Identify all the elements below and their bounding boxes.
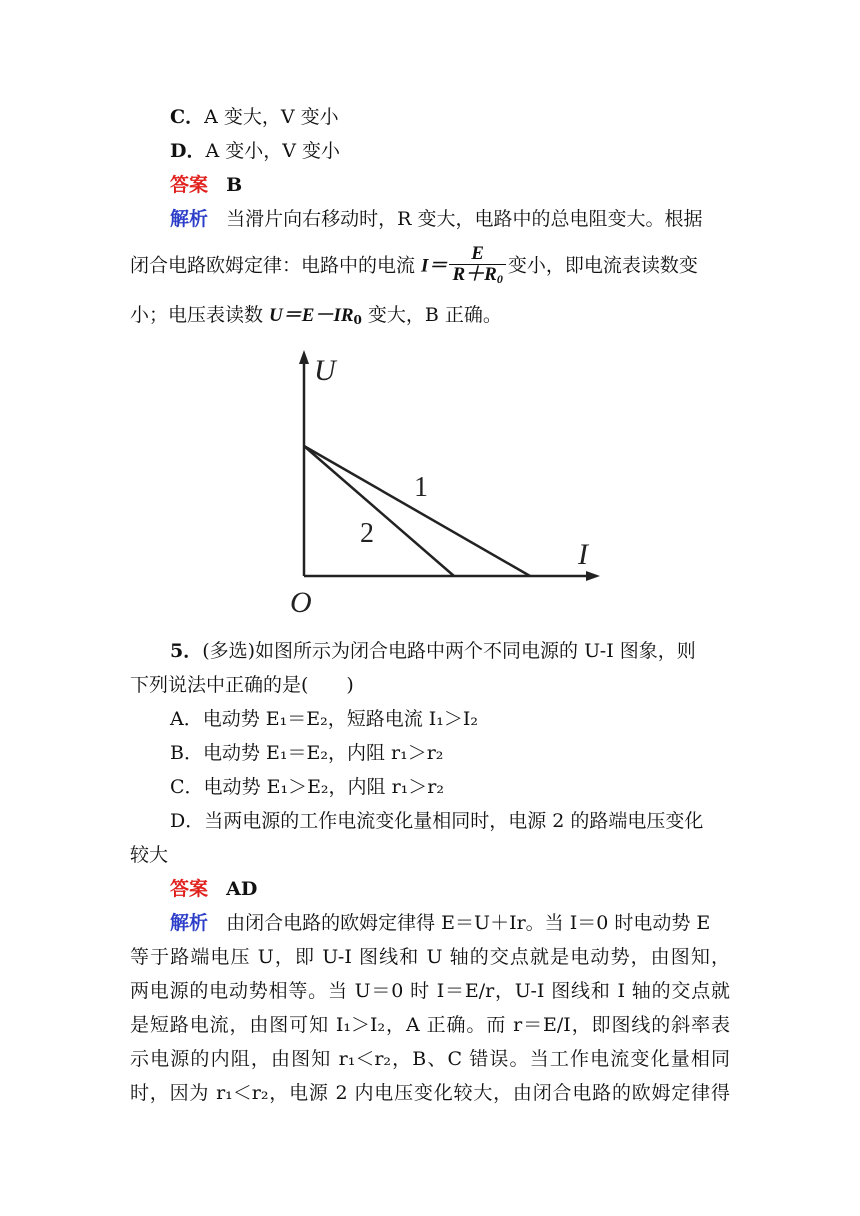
analysis-text: 是短路电流，由图可知 I₁＞I₂，A 正确。而 r＝E/I，即图线的斜率表 <box>130 1014 730 1036</box>
denominator-subscript: 0 <box>496 272 503 286</box>
x-axis-label: I <box>578 538 588 571</box>
option-text: A．电动势 E₁＝E₂，短路电流 I₁＞I₂ <box>170 708 479 730</box>
y-axis-label: U <box>314 354 336 387</box>
q5-option-d-line-1 <box>170 804 730 838</box>
q5-analysis-line-3 <box>130 974 730 1008</box>
q4-analysis-line-1 <box>170 202 730 236</box>
q5-answer <box>170 872 730 906</box>
q4-analysis-line-2 <box>130 244 730 289</box>
analysis-text: 小；电压表读数 <box>130 304 270 326</box>
q4-answer <box>170 168 730 202</box>
q5-stem-line-2 <box>130 668 730 702</box>
origin-label: O <box>290 586 312 619</box>
resistance-fraction <box>449 244 505 289</box>
graph-line-2 <box>304 446 454 576</box>
option-text: C．电动势 E₁＞E₂，内阻 r₁＞r₂ <box>170 776 444 798</box>
analysis-label: 解析 <box>170 208 209 230</box>
line-2-label: 2 <box>360 518 374 549</box>
answer-label: 答案 <box>170 878 209 900</box>
q4-option-c <box>170 100 730 134</box>
q5-option-d-line-2 <box>130 838 730 872</box>
line-1-label: 1 <box>414 472 428 503</box>
q5-option-a <box>170 702 730 736</box>
analysis-text: 变大，B 正确。 <box>361 304 502 326</box>
formula-subscript: 0 <box>353 313 362 327</box>
analysis-label: 解析 <box>170 912 209 934</box>
analysis-text: 示电源的内阻，由图知 r₁＜r₂，B、C 错误。当工作电流变化量相同 <box>130 1048 730 1070</box>
q5-analysis-line-2 <box>130 940 730 974</box>
option-letter: C． <box>170 106 205 128</box>
question-text: (多选)如图所示为闭合电路中两个不同电源的 U-I 图象，则 <box>202 640 696 662</box>
fraction-denominator <box>449 265 505 289</box>
option-letter: D． <box>170 140 206 162</box>
question-text: 下列说法中正确的是( ) <box>130 674 354 696</box>
graph-line-1 <box>304 446 530 576</box>
analysis-text: 当滑片向右移动时，R 变大，电路中的总电阻变大。根据 <box>226 208 703 230</box>
analysis-text: 变小，即电流表读数变 <box>507 254 698 277</box>
q5-analysis-line-1 <box>170 906 730 940</box>
q5-option-c <box>170 770 730 804</box>
question-number: 5． <box>170 640 203 662</box>
q5-analysis-line-4 <box>130 1008 730 1042</box>
option-text: 较大 <box>130 844 169 866</box>
answer-value: B <box>226 174 243 196</box>
q5-analysis-line-6 <box>130 1076 730 1110</box>
denominator-text: R＋R <box>452 264 497 285</box>
voltage-formula: U＝E－IR <box>269 305 354 326</box>
q4-option-d <box>170 134 730 168</box>
option-text: D．当两电源的工作电流变化量相同时，电源 2 的路端电压变化 <box>170 810 704 832</box>
analysis-text: 闭合电路欧姆定律：电路中的电流 <box>130 254 422 277</box>
analysis-text: 由闭合电路的欧姆定律得 E＝U＋Ir。当 I＝0 时电动势 E <box>226 912 711 934</box>
current-equation: I＝ <box>421 255 448 277</box>
q5-option-b <box>170 736 730 770</box>
analysis-text: 两电源的电动势相等。当 U＝0 时 I＝E/r，U-I 图线和 I 轴的交点就 <box>130 980 730 1002</box>
u-axis-arrow-icon <box>299 350 309 364</box>
analysis-text: 等于路端电压 U，即 U-I 图线和 U 轴的交点就是电动势，由图知， <box>130 946 730 968</box>
q5-stem-line-1 <box>170 634 730 668</box>
q5-analysis-line-5 <box>130 1042 730 1076</box>
u-i-graph <box>272 336 616 626</box>
answer-label: 答案 <box>170 174 209 196</box>
answer-value: AD <box>226 878 258 900</box>
analysis-text: 时，因为 r₁＜r₂，电源 2 内电压变化较大，由闭合电路的欧姆定律得 <box>130 1082 730 1104</box>
i-axis-arrow-icon <box>586 571 600 581</box>
q4-analysis-line-3 <box>130 298 730 337</box>
fraction-numerator: E <box>449 244 505 265</box>
option-text: A 变大，V 变小 <box>204 106 339 128</box>
option-text: A 变小，V 变小 <box>205 140 341 162</box>
option-text: B．电动势 E₁＝E₂，内阻 r₁＞r₂ <box>170 742 444 764</box>
